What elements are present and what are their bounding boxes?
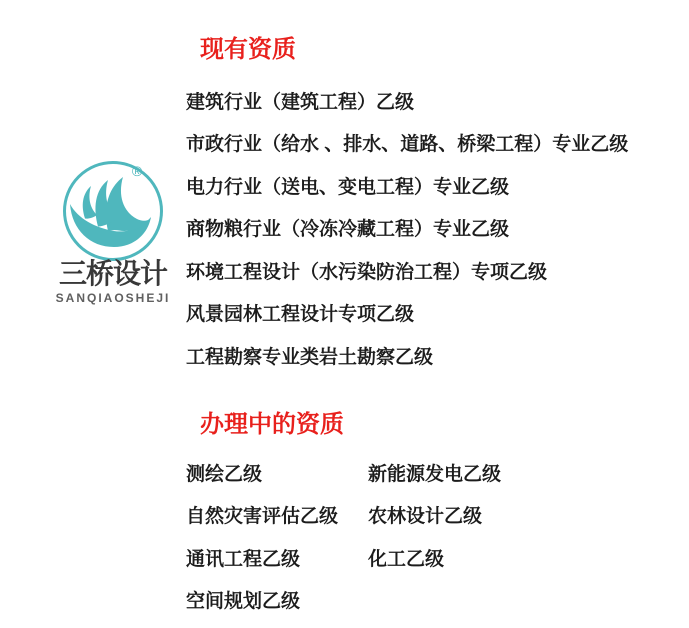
pending-qualifications-title: 办理中的资质	[200, 411, 344, 438]
current-qualifications-title: 现有资质	[200, 36, 296, 63]
qualification-item: 商物粮行业（冷冻冷藏工程）专业乙级	[186, 219, 510, 241]
qualification-item: 建筑行业（建筑工程）乙级	[186, 91, 415, 113]
qualification-item: 工程勘察专业类岩土勘察乙级	[186, 346, 434, 368]
pending-item: 农林设计乙级	[368, 506, 483, 528]
pending-row	[186, 494, 501, 537]
current-qualifications-list	[186, 79, 628, 377]
company-name-cn: 三桥设计	[58, 258, 167, 289]
pending-item: 通讯工程乙级	[186, 548, 301, 570]
qualification-item: 电力行业（送电、变电工程）专业乙级	[186, 176, 510, 198]
wave-logo-icon	[60, 158, 166, 264]
pending-item: 测绘乙级	[186, 463, 263, 485]
pending-row	[186, 536, 501, 579]
company-name-en: SANQIAOSHEJI	[55, 291, 171, 306]
pending-item: 自然灾害评估乙级	[186, 506, 339, 528]
pending-item: 新能源发电乙级	[368, 463, 502, 485]
pending-qualifications-list	[186, 451, 501, 621]
qualification-item: 市政行业（给水 、排水、道路、桥梁工程）专业乙级	[186, 134, 629, 156]
pending-row	[186, 579, 501, 622]
company-logo	[50, 158, 176, 305]
pending-row	[186, 451, 501, 494]
pending-item: 空间规划乙级	[186, 591, 301, 613]
pending-item: 化工乙级	[368, 548, 445, 570]
qualification-item: 风景园林工程设计专项乙级	[186, 304, 415, 326]
qualification-item: 环境工程设计（水污染防治工程）专项乙级	[186, 261, 548, 283]
registered-trademark-icon: ®	[131, 163, 143, 179]
